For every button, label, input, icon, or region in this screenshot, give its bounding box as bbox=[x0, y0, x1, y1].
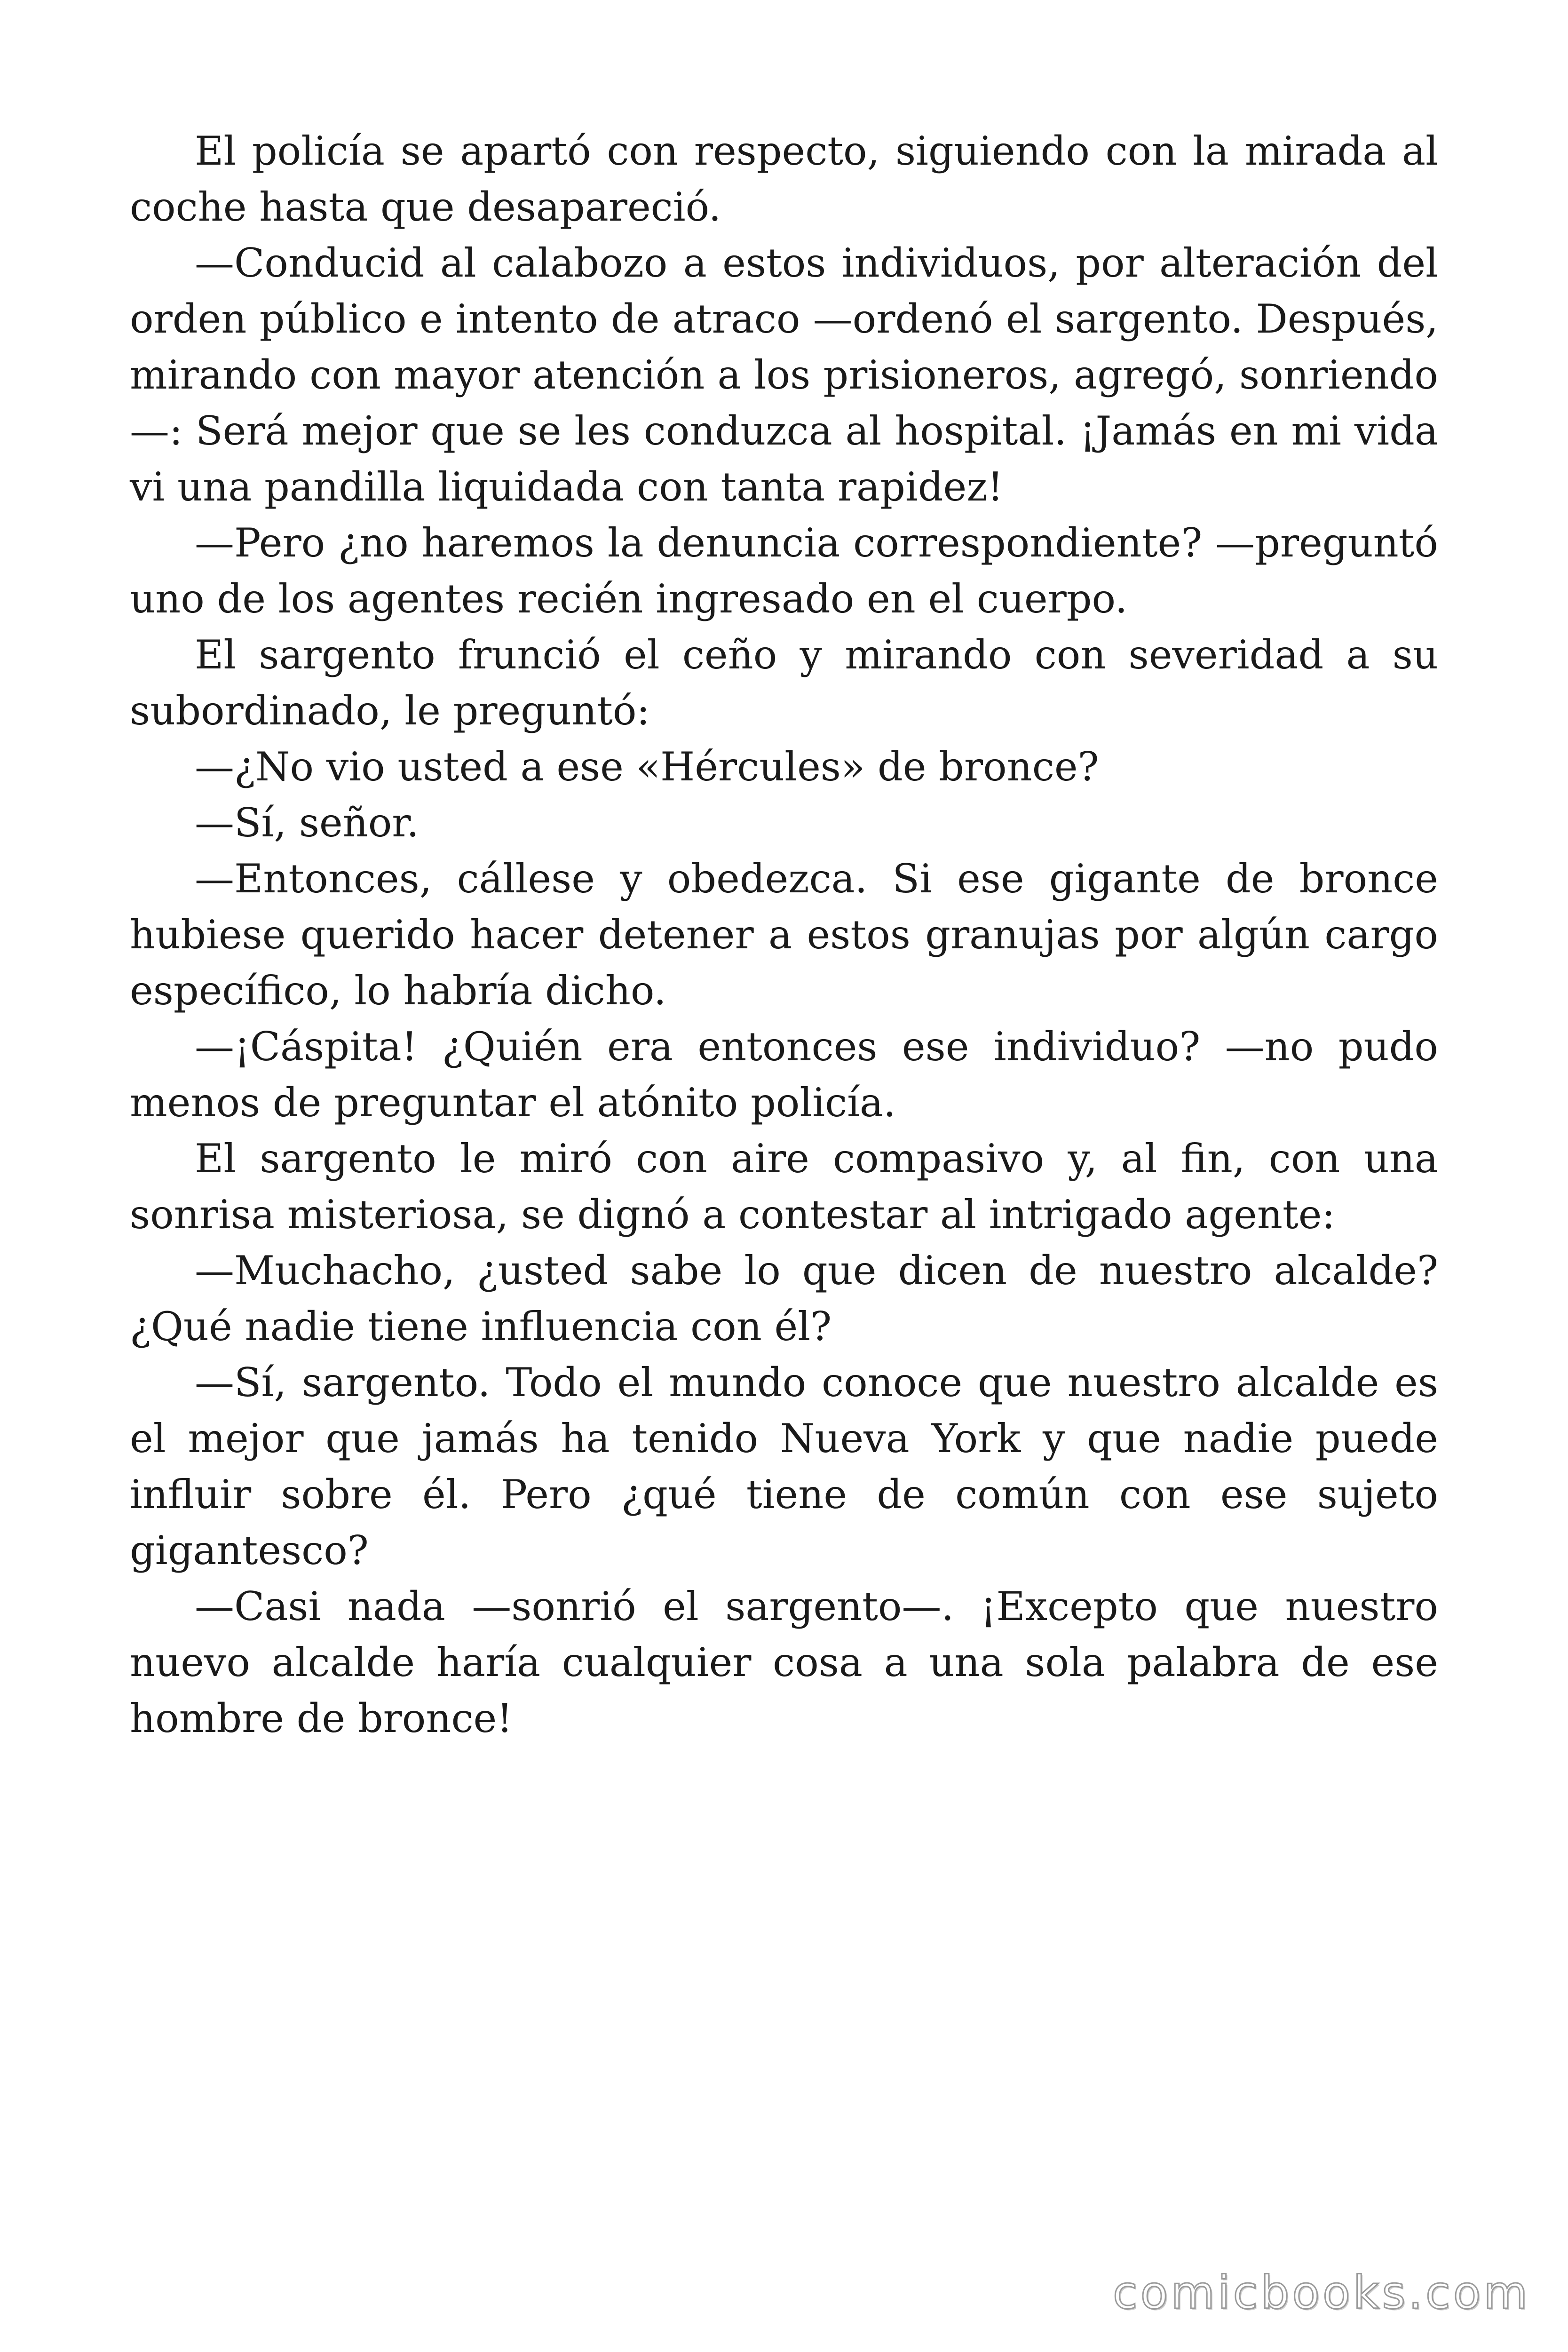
paragraph-7: —Entonces, cállese y obedezca. Si ese gigante de bronce hubiese querido hacer detener a estos granujas por algún cargo específico, lo habría dicho. bbox=[130, 856, 1438, 1014]
site-watermark: comicbooks.com bbox=[1112, 2266, 1530, 2319]
paragraph-3: —Pero ¿no haremos la denuncia correspondiente? —preguntó uno de los agentes recién ingresado en el cuerpo. bbox=[130, 520, 1438, 622]
paragraph-4: El sargento frunció el ceño y mirando con severidad a su subordinado, le preguntó: bbox=[130, 632, 1438, 734]
page-body bbox=[130, 123, 1438, 1747]
paragraph-6: —Sí, señor. bbox=[195, 800, 419, 846]
paragraph-8: —¡Cáspita! ¿Quién era entonces ese individuo? —no pudo menos de preguntar el atónito policía. bbox=[130, 1024, 1438, 1126]
paragraph-1: El policía se apartó con respecto, siguiendo con la mirada al coche hasta que desapareció. bbox=[130, 128, 1438, 230]
paragraph-11: —Sí, sargento. Todo el mundo conoce que nuestro alcalde es el mejor que jamás ha tenido Nueva York y que nadie puede influir sobre él. Pero ¿qué tiene de común con ese sujeto gigantesco? bbox=[130, 1359, 1438, 1573]
paragraph-10: —Muchacho, ¿usted sabe lo que dicen de nuestro alcalde? ¿Qué nadie tiene influencia con él? bbox=[130, 1248, 1438, 1350]
paragraph-5: —¿No vio usted a ese «Hércules» de bronce? bbox=[195, 744, 1099, 790]
paragraph-12: —Casi nada —sonrió el sargento—. ¡Excepto que nuestro nuevo alcalde haría cualquier cosa a una sola palabra de ese hombre de bronce! bbox=[130, 1583, 1438, 1741]
paragraph-2: —Conducid al calabozo a estos individuos, por alteración del orden público e intento de atraco —ordenó el sargento. Después, mirando con mayor atención a los prisioneros, agregó, sonriendo—: Será mejor que se les conduzca al hospital. ¡Jamás en mi vida vi una pandilla liquidada con tanta rapidez! bbox=[130, 240, 1438, 510]
paragraph-9: El sargento le miró con aire compasivo y, al fin, con una sonrisa misteriosa, se dignó a contestar al intrigado agente: bbox=[130, 1136, 1438, 1238]
